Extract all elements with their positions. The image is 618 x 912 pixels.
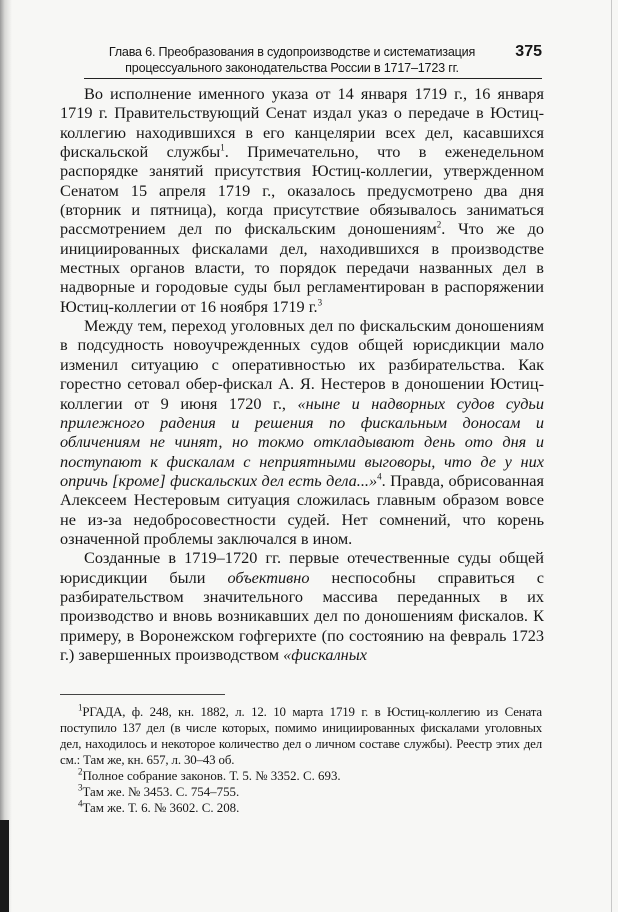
paragraph-text: неспособны справиться с разбирательством значительного массива переданных в их производство и вновь возникавших дел по доношениям фискалов. К примеру, в Воронежском гофгерихте (по состоянию на февраль 1723 г.) завершенных производством [60, 567, 544, 664]
footnote-ref-1: 1 [220, 142, 225, 153]
footnote-separator [60, 694, 225, 695]
paragraph-text: . Что же до инициированных фискалами дел, находившихся в производстве местных органов власти, то порядок передачи названных дел в надворные и городовые суды был регламентирован в распоряжении Юстиц-коллегии от 16 ноября 1719 г. [60, 219, 544, 316]
footnote-mark: 1 [78, 702, 83, 713]
footnotes [60, 704, 542, 816]
footnote-text: Полное собрание законов. Т. 5. № 3352. С. 693. [82, 769, 341, 783]
running-head-line-2: процессуального законодательства России в 1717–1723 гг. [125, 60, 459, 75]
page-number: 375 [515, 43, 542, 60]
footnote-ref-3: 3 [317, 297, 323, 308]
paragraph-text: . Правда, обрисованная Алексеем Нестеровым ситуация сложилась главным образом вовсе не из-за недобросовестности судей. Нет сомнений, что корень означенной проблемы заключался в ином. [60, 470, 544, 548]
book-spine-shadow [0, 820, 9, 912]
footnote-text: РГАДА, ф. 248, кн. 1882, л. 12. 10 марта 1719 г. в Юстиц-коллегию из Сената поступило 137 дел (в числе которых, помимо инициированных фискалами уголовных дел, находилось и некоторое количество дел о личном составе службы). Реестр этих дел см.: Там же, кн. 657, л. 30–43 об. [60, 705, 542, 767]
footnote-2 [60, 768, 542, 784]
paragraph-2 [60, 316, 544, 548]
footnote-mark: 4 [78, 798, 83, 809]
footnote-4 [60, 800, 542, 816]
paragraph-text: Между тем, переход уголовных дел по фискальским доношениям в подсудность новоучрежденных судов общей юрисдикции мало изменил ситуацию с оперативностью их разбирательства. Как горестно сетовал обер-фискал А. Я. Нестеров в доношении Юстиц-коллегии от 9 июня 1720 г., [60, 316, 544, 413]
footnote-ref-2: 2 [436, 219, 442, 230]
header-rule [84, 78, 542, 79]
paragraph-text: Созданные в 1719–1720 гг. первые отечественные суды общей юрисдикции были [60, 548, 544, 587]
footnote-text: Там же. Т. 6. № 3602. С. 208. [82, 801, 240, 815]
footnote-mark: 2 [78, 766, 83, 777]
footnote-text: Там же. № 3453. С. 754–755. [82, 785, 240, 799]
running-head-line-1: Глава 6. Преобразования в судопроизводстве и систематизация [108, 45, 476, 59]
footnote-mark: 3 [78, 782, 83, 793]
paragraph-3 [60, 548, 544, 664]
footnote-3 [60, 784, 542, 800]
running-head [84, 45, 500, 76]
paragraph-1 [60, 84, 544, 316]
scan-left-edge [0, 0, 12, 912]
scan-right-edge [611, 0, 612, 912]
main-text [60, 84, 544, 664]
paragraph-text: . Примечательно, что в еженедельном распорядке занятий присутствия Юстиц-коллегии, утвержденном Сенатом 15 апреля 1719 г., оказалось предусмотрено два дня (вторник и пятница), когда присутствие обязывалось заниматься рассмотрением дел по фискальским доношениям [60, 142, 544, 239]
emphasis: объективно [227, 567, 310, 587]
page-header [84, 45, 542, 79]
footnote-ref-4: 4 [377, 471, 382, 482]
footnote-1 [60, 704, 542, 768]
quotation: «фискалных [283, 644, 368, 664]
paragraph-text: Во исполнение именного указа от 14 января 1719 г., 16 января 1719 г. Правительствующий Сенат издал указ о передаче в Юстиц-коллегию находившихся в его канцелярии всех дел, касавшихся фискальской службы [60, 84, 544, 162]
quotation: «ныне и надворных судов судьи прилежного радения и решения по фискальным доносам и обличениям не чинят, но токмо откладывают день ото дня и поступают к фискалам с неприятными выговоры, что де у них опричь [кроме] фискальских дел есть дела...» [60, 393, 544, 490]
